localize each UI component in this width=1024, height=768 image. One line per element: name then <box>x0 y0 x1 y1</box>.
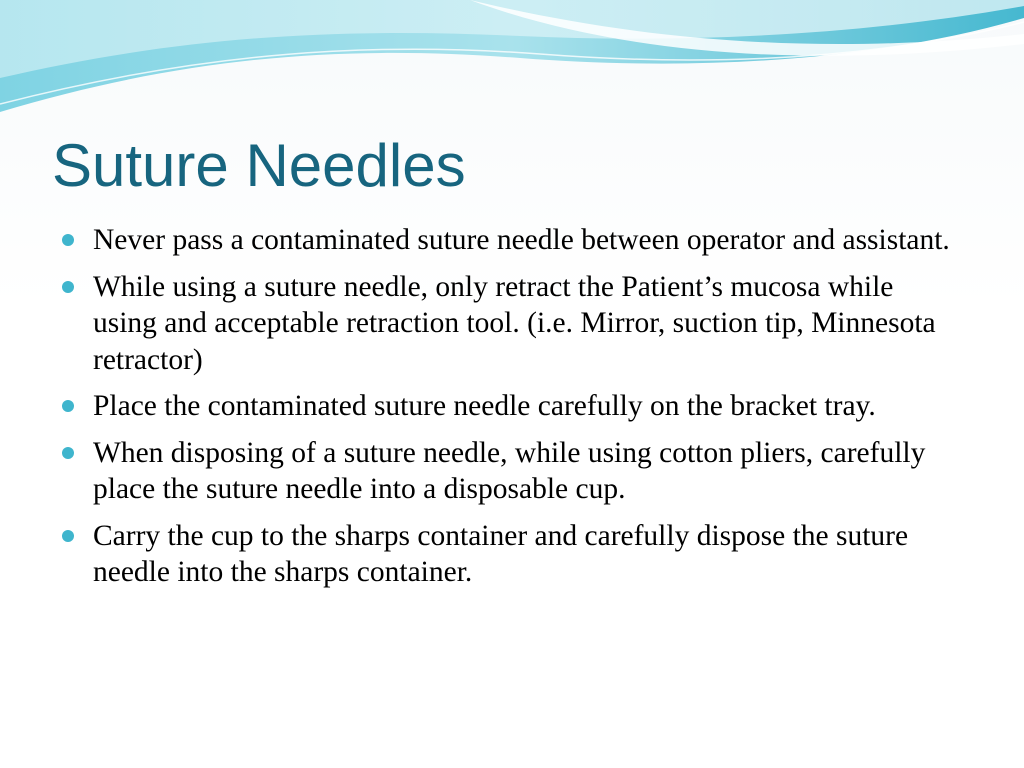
bullet-dot-icon <box>62 234 74 246</box>
bullet-item <box>62 435 962 508</box>
bullet-dot-icon <box>62 400 74 412</box>
bullet-text: When disposing of a suture needle, while using cotton pliers, carefully place the suture needle into a disposable cup. <box>93 436 926 505</box>
bullet-text: While using a suture needle, only retract the Patient’s mucosa while using and acceptable retraction tool. (i.e. Mirror, suction tip, Minnesota retractor) <box>93 270 936 376</box>
bullet-dot-icon <box>62 447 74 459</box>
bullet-item <box>62 388 962 425</box>
wave-header-graphic <box>0 0 1024 120</box>
bullet-item <box>62 518 962 591</box>
bullet-text: Never pass a contaminated suture needle between operator and assistant. <box>93 224 950 256</box>
bullet-list <box>62 222 962 601</box>
bullet-item <box>62 269 962 379</box>
bullet-dot-icon <box>62 530 74 542</box>
bullet-text: Place the contaminated suture needle carefully on the bracket tray. <box>93 390 876 422</box>
slide-title: Suture Needles <box>52 132 466 199</box>
bullet-item <box>62 222 962 259</box>
bullet-dot-icon <box>62 281 74 293</box>
bullet-text: Carry the cup to the sharps container and carefully dispose the suture needle into the sharps container. <box>93 519 909 588</box>
